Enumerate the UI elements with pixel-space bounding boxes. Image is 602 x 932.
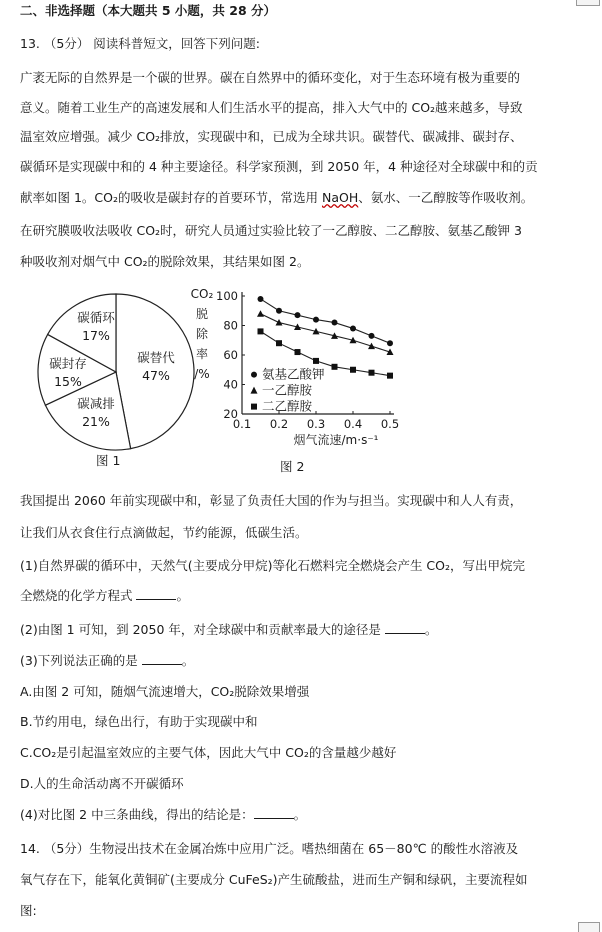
q13-subquestion-3 xyxy=(20,652,588,670)
data-point xyxy=(369,333,375,339)
q13-paragraph-line: 温室效应增强。减少 CO₂排放，实现碳中和，已成为全球共识。碳替代、碳减排、碳封存、 xyxy=(20,129,523,144)
q13-paragraph-line: 意义。随着工业生产的高速发展和人们生活水平的提高，排入大气中的 CO₂越来越多，导致 xyxy=(20,100,523,115)
naoh-term: NaOH xyxy=(321,190,359,205)
data-point xyxy=(295,349,301,355)
q14-line: 图: xyxy=(20,903,37,918)
data-point xyxy=(387,373,393,379)
legend-marker xyxy=(251,372,257,378)
data-point xyxy=(258,296,264,302)
data-point xyxy=(369,370,375,376)
answer-blank[interactable] xyxy=(385,622,425,634)
q13-subquestion-4 xyxy=(20,806,588,824)
q13-subquestion-1-cont xyxy=(20,587,588,605)
option-c: C.CO₂是引起温室效应的主要气体，因此大气中 CO₂的含量越少越好 xyxy=(20,745,397,760)
data-point xyxy=(258,328,264,334)
data-point xyxy=(257,310,264,317)
q13-title: 13. （5分） 阅读科普短文，回答下列问题: xyxy=(20,36,260,51)
text-segment: (3)下列说法正确的是 xyxy=(20,653,142,668)
answer-blank[interactable] xyxy=(142,653,182,665)
q14-line: 14. （5分）生物浸出技术在金属冶炼中应用广泛。嗜热细菌在 65－80℃ 的酸性水溶液及 xyxy=(20,841,519,856)
data-point xyxy=(313,317,319,323)
y-tick-label: 100 xyxy=(216,289,238,303)
pie-slice-value: 15% xyxy=(54,374,82,389)
period: 。 xyxy=(181,653,195,668)
y-tick-label: 80 xyxy=(223,318,238,333)
figure2-caption: 图 2 xyxy=(280,459,305,474)
pie-slice-value: 47% xyxy=(142,368,170,383)
data-point xyxy=(332,320,338,326)
option-a: A.由图 2 可知，随烟气流速增大，CO₂脱除效果增强 xyxy=(20,684,310,699)
data-point xyxy=(276,319,283,326)
pie-slice-label: 碳封存 xyxy=(49,356,87,371)
y-axis-label: 除 xyxy=(195,327,209,341)
q14-line: 氧气存在下，能氧化黄铜矿(主要成分 CuFeS₂)产生硫酸盐，进而生产铜和绿矾，主要流程如 xyxy=(20,872,528,887)
text-segment: (2)由图 1 可知，到 2050 年，对全球碳中和贡献率最大的途径是 xyxy=(20,622,385,637)
x-tick-label: 0.3 xyxy=(306,417,326,431)
y-axis-label: CO₂ xyxy=(190,287,214,301)
data-point xyxy=(276,308,282,314)
q13-subquestion-1: (1)自然界碳的循环中，天然气(主要成分甲烷)等化石燃料完全燃烧会产生 CO₂，写出甲烷完 xyxy=(20,558,526,573)
y-tick-label: 40 xyxy=(223,377,238,392)
data-point xyxy=(276,340,282,346)
option-b: B.节约用电，绿色出行，有助于实现碳中和 xyxy=(20,714,258,729)
q13-paragraph-line: 让我们从衣食住行点滴做起，节约能源，低碳生活。 xyxy=(20,525,308,540)
q13-paragraph-line: 广袤无际的自然界是一个碳的世界。碳在自然界中的循环变化，对于生态环境有极为重要的 xyxy=(20,70,521,85)
period: 。 xyxy=(293,807,307,822)
x-tick-label: 0.2 xyxy=(269,417,289,431)
legend-label: 二乙醇胺 xyxy=(262,398,313,414)
pie-slice-value: 21% xyxy=(82,414,110,429)
option-d: D.人的生命活动离不开碳循环 xyxy=(20,776,184,791)
x-tick-label: 0.1 xyxy=(232,417,252,431)
pie-slice-value: 17% xyxy=(82,328,110,343)
data-point xyxy=(313,358,319,364)
answer-blank[interactable] xyxy=(136,588,176,600)
q13-paragraph-line: 碳循环是实现碳中和的 4 种主要途径。科学家预测，到 2050 年，4 种途径对全球碳中和的贡 xyxy=(20,159,538,174)
legend-label: 氨基乙酸钾 xyxy=(262,366,325,382)
data-point xyxy=(350,325,356,331)
x-tick-label: 0.5 xyxy=(380,417,400,431)
q13-paragraph-line: 种吸收剂对烟气中 CO₂的脱除效果，其结果如图 2。 xyxy=(20,254,310,269)
y-axis-label: /% xyxy=(194,367,210,381)
section-header: 二、非选择题（本大题共 5 小题，共 28 分） xyxy=(20,3,277,18)
y-tick-label: 20 xyxy=(223,407,238,421)
text-segment: (4)对比图 2 中三条曲线，得出的结论是： xyxy=(20,807,254,822)
pie-slice-label: 碳替代 xyxy=(137,350,175,365)
text-segment: 全燃烧的化学方程式 xyxy=(20,588,137,603)
y-axis-label: 率 xyxy=(195,347,209,361)
legend-marker xyxy=(251,404,257,410)
x-tick-label: 0.4 xyxy=(343,417,363,431)
text-segment: 、氨水、一乙醇胺等作吸收剂。 xyxy=(358,190,534,205)
data-point xyxy=(332,364,338,370)
q13-subquestion-2 xyxy=(20,621,588,639)
period: 。 xyxy=(424,622,438,637)
pie-slice-label: 碳减排 xyxy=(77,396,115,411)
x-axis-label: 烟气流速/m·s⁻¹ xyxy=(293,433,379,447)
legend-label: 一乙醇胺 xyxy=(262,382,313,398)
figure1-caption: 图 1 xyxy=(96,453,121,468)
text-segment: 献率如图 1。CO₂的吸收是碳封存的首要环节，常选用 xyxy=(20,190,322,205)
q13-paragraph-line: 我国提出 2060 年前实现碳中和，彰显了负责任大国的作为与担当。实现碳中和人人有责， xyxy=(20,493,523,508)
q13-paragraph-line: 在研究膜吸收法吸收 CO₂时，研究人员通过实验比较了一乙醇胺、二乙醇胺、氨基乙酸钾 3 xyxy=(20,223,522,238)
y-tick-label: 60 xyxy=(223,348,238,362)
answer-blank[interactable] xyxy=(254,807,294,819)
data-point xyxy=(350,367,356,373)
corner-mark xyxy=(578,922,600,932)
q13-paragraph-line xyxy=(20,189,588,207)
period: 。 xyxy=(176,588,189,603)
data-point xyxy=(387,340,393,346)
y-axis-label: 脱 xyxy=(195,307,209,321)
figure2-line-chart xyxy=(180,284,420,479)
data-point xyxy=(295,312,301,318)
pie-slice-label: 碳循环 xyxy=(77,310,115,325)
legend-marker xyxy=(251,387,258,394)
